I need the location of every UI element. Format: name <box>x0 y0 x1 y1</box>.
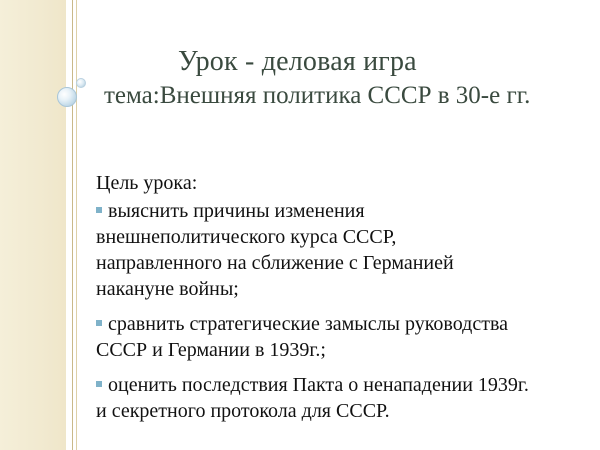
slide-body <box>96 170 576 433</box>
goal-heading: Цель урока: <box>96 172 198 194</box>
bullet-marker-icon <box>96 381 102 387</box>
bullet-line: внешнеполитического курса СССР, <box>96 226 397 248</box>
bullet-line: и секретного протокола для СССР. <box>96 400 390 422</box>
side-divider-line <box>72 0 73 450</box>
bullet-line: направленного на сближение с Германией <box>96 252 454 274</box>
small-bubble-icon <box>76 78 86 88</box>
bullet-line-text: оценить последствия Пакта о ненападении 1939г. <box>108 374 529 396</box>
bullet-marker-icon <box>96 207 102 213</box>
bubble-icon <box>57 87 77 107</box>
slide-title: Урок - деловая игра <box>178 46 417 77</box>
side-band <box>0 0 66 450</box>
bullet-line <box>96 372 576 398</box>
bullet-item <box>96 198 576 302</box>
bullet-line <box>96 198 576 224</box>
bullet-item <box>96 372 576 424</box>
bullet-marker-icon <box>96 320 102 326</box>
bullet-item <box>96 311 576 363</box>
bullet-line: накануне войны; <box>96 278 239 300</box>
side-divider-line-inner <box>76 0 77 450</box>
bullet-line-text: сравнить стратегические замыслы руководства <box>108 313 508 335</box>
slide-subtitle: тема:Внешняя политика СССР в 30-е гг. <box>104 82 531 109</box>
bullet-line: СССР и Германии в 1939г.; <box>96 339 326 361</box>
bullet-line <box>96 311 576 337</box>
bullet-line-text: выяснить причины изменения <box>108 200 365 222</box>
